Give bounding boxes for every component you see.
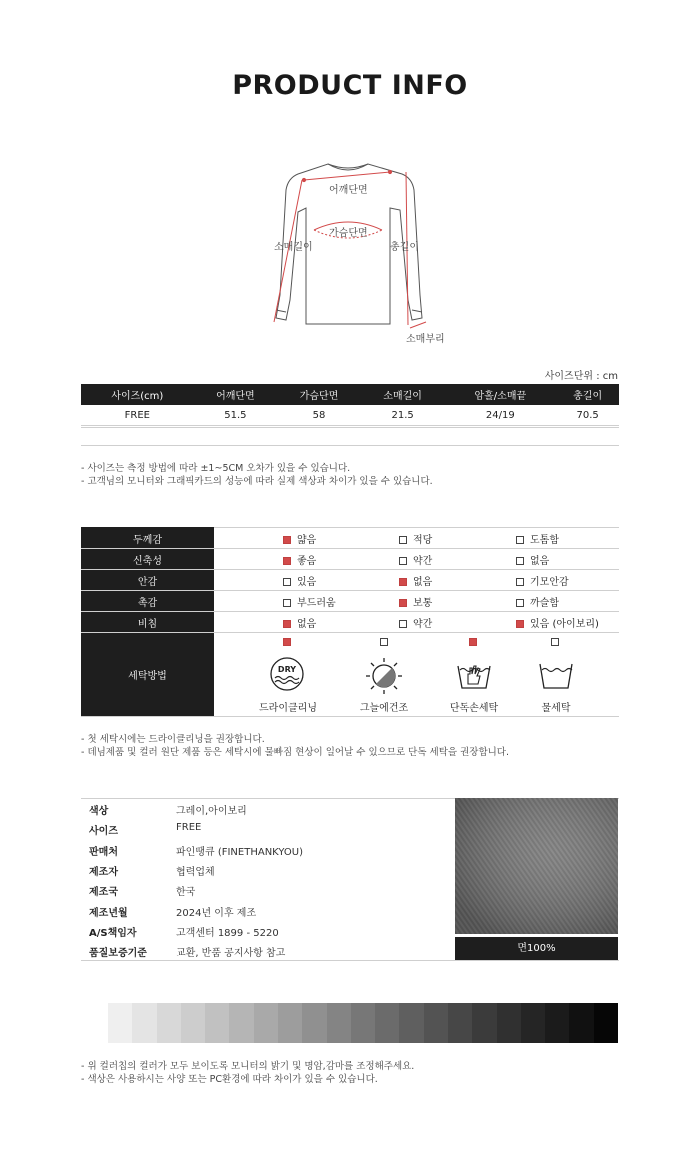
detail-row (81, 802, 455, 820)
color-chip (132, 1003, 156, 1043)
divider (81, 716, 619, 717)
detail-key: 제조국 (89, 887, 118, 899)
garment-diagram (262, 150, 452, 350)
detail-value: 교환, 반품 공지사항 참고 (176, 948, 286, 960)
care-water-label: 물세탁 (541, 703, 571, 714)
detail-key: 사이즈 (89, 826, 118, 838)
hand-wash-icon (456, 656, 492, 692)
table-cell: 58 (277, 405, 361, 426)
color-notes (81, 1061, 414, 1086)
care-check-hand (469, 637, 483, 648)
feature-option-label: 적당 (413, 535, 433, 546)
care-notes (81, 734, 509, 759)
feature-option (399, 573, 432, 588)
color-chip (594, 1003, 618, 1043)
detail-row (81, 822, 455, 840)
checkbox-icon (380, 638, 388, 646)
feature-label: 안감 (137, 577, 158, 588)
total-length-label: 총길이 (390, 242, 419, 253)
feature-option (516, 531, 559, 546)
size-notes (81, 463, 433, 488)
detail-row (81, 904, 455, 922)
color-chip (569, 1003, 593, 1043)
sleeve-length-label: 소매길이 (274, 242, 313, 253)
color-chip (254, 1003, 278, 1043)
care-check-water (551, 637, 565, 648)
detail-key: A/S책임자 (89, 927, 137, 939)
detail-value: 파인땡큐 (FINETHANKYOU) (176, 846, 304, 858)
detail-key: 색상 (89, 806, 109, 817)
note-line: - 색상은 사용하시는 사양 또는 PC환경에 따라 차이가 있을 수 있습니다. (81, 1073, 378, 1085)
color-chip (205, 1003, 229, 1043)
checkbox-icon (516, 557, 524, 565)
shoulder-label: 어깨단면 (329, 185, 368, 196)
page-title: PRODUCT INFO (232, 70, 468, 101)
checkbox-icon (283, 599, 291, 607)
color-chip (472, 1003, 496, 1043)
feature-option-label: 부드러움 (297, 598, 336, 609)
water-wash-icon (538, 656, 574, 692)
color-chip (424, 1003, 448, 1043)
detail-row (81, 924, 455, 942)
feature-option (399, 552, 432, 567)
note-line: - 고객님의 모니터와 그래픽카드의 성능에 따라 실제 색상과 차이가 있을 수 있습니다. (81, 475, 433, 487)
table-cell: 51.5 (194, 405, 278, 426)
detail-key: 품질보증기준 (89, 948, 147, 960)
feature-option (283, 552, 316, 567)
feature-option-label: 보통 (413, 598, 433, 609)
checkbox-icon (516, 578, 524, 586)
color-chip (375, 1003, 399, 1043)
checkbox-icon (516, 599, 524, 607)
table-row (81, 405, 619, 426)
detail-row (81, 843, 455, 861)
checkbox-icon (551, 638, 559, 646)
checkbox-icon (516, 536, 524, 544)
chest-header: 가슴단면 (277, 384, 361, 405)
detail-key: 판매처 (89, 846, 118, 858)
checkbox-icon (283, 620, 291, 628)
feature-option (399, 615, 432, 630)
feature-option (516, 552, 549, 567)
color-chip (229, 1003, 253, 1043)
checkbox-icon (399, 536, 407, 544)
fabric-texture (455, 798, 618, 934)
feature-option-label: 없음 (297, 619, 317, 630)
color-chip (497, 1003, 521, 1043)
detail-row (81, 863, 455, 881)
chest-label: 가슴단면 (329, 228, 368, 239)
feature-option-label: 없음 (530, 556, 550, 567)
detail-value: FREE (176, 822, 202, 834)
detail-value: 그레이,아이보리 (176, 806, 247, 817)
feature-option (283, 615, 316, 630)
divider (81, 445, 619, 446)
feature-label: 신축성 (133, 556, 162, 567)
checkbox-icon (283, 578, 291, 586)
color-chip (545, 1003, 569, 1043)
table-cell: 24/19 (444, 405, 556, 426)
feature-option-label: 있음 (297, 577, 317, 588)
feature-label: 두께감 (133, 535, 162, 546)
feature-option-label: 까슬함 (530, 598, 559, 609)
feature-option-label: 약간 (413, 619, 433, 630)
color-chip (521, 1003, 545, 1043)
feature-label: 비침 (137, 619, 158, 630)
shoulder-header: 어깨단면 (194, 384, 278, 405)
color-chip (302, 1003, 326, 1043)
fabric-caption: 면100% (455, 937, 618, 960)
color-chip (157, 1003, 181, 1043)
shade-dry-icon (364, 656, 404, 696)
fabric-swatch-image (455, 798, 618, 934)
color-chip-strip (108, 1003, 618, 1043)
dry-badge-text: DRY (277, 665, 297, 674)
care-label: 세탁방법 (128, 671, 167, 682)
detail-value: 고객센터 1899 - 5220 (176, 927, 279, 939)
divider (81, 427, 619, 428)
care-shade-label: 그늘에건조 (359, 703, 409, 714)
color-chip (448, 1003, 472, 1043)
checkbox-icon (283, 536, 291, 544)
care-check-dry (283, 637, 297, 648)
checkbox-icon (399, 599, 407, 607)
note-line: - 첫 세탁시에는 드라이클리닝을 권장합니다. (81, 734, 265, 745)
feature-option (283, 573, 316, 588)
feature-label: 촉감 (137, 598, 158, 609)
feature-option-label: 도톰함 (530, 535, 559, 546)
checkbox-icon (516, 620, 524, 628)
detail-key: 제조년월 (89, 907, 128, 919)
feature-option (516, 573, 569, 588)
feature-option (516, 594, 559, 609)
table-cell: FREE (81, 405, 194, 426)
checkbox-icon (283, 638, 291, 646)
feature-option-label: 얇음 (297, 535, 317, 546)
checkbox-icon (399, 557, 407, 565)
checkbox-icon (399, 578, 407, 586)
size-table (81, 384, 619, 426)
care-dry-label: 드라이클리닝 (259, 703, 317, 714)
feature-option-label: 있음 (아이보리) (530, 619, 599, 630)
detail-value: 협력업체 (176, 866, 215, 878)
note-line: - 위 컬러칩의 컬러가 모두 보이도록 모니터의 밝기 및 명암,감마를 조정해주세요. (81, 1061, 415, 1072)
armhole-header: 암홀/소매끝 (444, 384, 556, 405)
detail-value: 2024년 이후 제조 (176, 907, 257, 919)
total-header: 총길이 (556, 384, 619, 405)
color-chip (108, 1003, 132, 1043)
feature-option-label: 기모안감 (530, 577, 569, 588)
detail-value: 한국 (176, 887, 196, 899)
feature-option (399, 594, 432, 609)
feature-option-label: 없음 (413, 577, 433, 588)
feature-option (283, 594, 336, 609)
sleeve-header: 소매길이 (361, 384, 445, 405)
size-unit: 사이즈단위 : cm (544, 371, 618, 382)
note-line: - 사이즈는 측정 방법에 따라 ±1~5CM 오차가 있을 수 있습니다. (81, 463, 351, 474)
color-chip (399, 1003, 423, 1043)
feature-option-label: 약간 (413, 556, 433, 567)
detail-key: 제조자 (89, 866, 118, 878)
detail-row (81, 883, 455, 901)
color-chip (181, 1003, 205, 1043)
size-header: 사이즈(cm) (81, 384, 194, 405)
feature-option (516, 615, 599, 630)
care-hand-label: 단독손세탁 (449, 703, 499, 714)
note-line: - 데님제품 및 컬러 원단 제품 등은 세탁시에 물빠짐 현상이 일어날 수 있으므로 단독 세탁을 권장합니다. (81, 746, 510, 758)
table-cell: 21.5 (361, 405, 445, 426)
color-chip (327, 1003, 351, 1043)
divider (81, 960, 619, 961)
checkbox-icon (399, 620, 407, 628)
color-chip (351, 1003, 375, 1043)
cuff-label: 소매부리 (406, 334, 445, 345)
feature-option (283, 531, 316, 546)
dry-clean-icon (269, 656, 305, 692)
feature-option-label: 좋음 (297, 556, 317, 567)
table-cell: 70.5 (556, 405, 619, 426)
feature-option (399, 531, 432, 546)
checkbox-icon (469, 638, 477, 646)
checkbox-icon (283, 557, 291, 565)
color-chip (278, 1003, 302, 1043)
care-check-shade (380, 637, 394, 648)
